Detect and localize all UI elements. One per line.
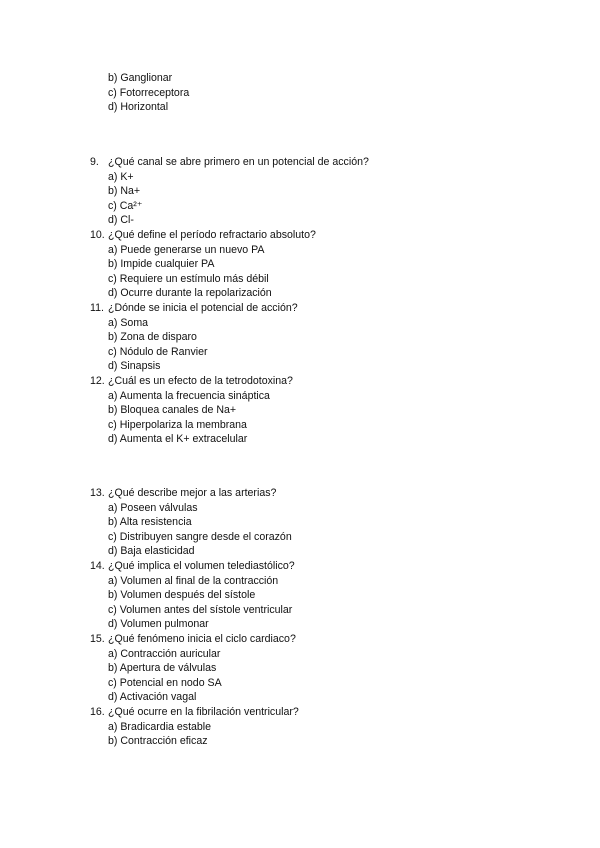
answer-option: b) Bloquea canales de Na+ <box>108 404 237 417</box>
answer-option: d) Cl- <box>108 214 134 227</box>
question-text: ¿Qué describe mejor a las arterias? <box>108 487 277 499</box>
answer-option: a) Bradicardia estable <box>108 720 212 733</box>
answer-option: d) Aumenta el K+ extracelular <box>108 433 248 446</box>
question-text: ¿Qué canal se abre primero en un potencial de acción? <box>108 156 369 168</box>
question-number: 15. <box>90 633 105 645</box>
answer-option: b) Apertura de válvulas <box>108 662 217 675</box>
answer-option: c) Fotorreceptora <box>108 86 190 99</box>
answer-option: d) Ocurre durante la repolarización <box>108 287 272 300</box>
question-text: ¿Qué define el período refractario absoluto? <box>108 229 316 241</box>
answer-option: d) Horizontal <box>108 101 169 114</box>
answer-option: b) Ganglionar <box>108 72 173 84</box>
question-text: ¿Qué implica el volumen telediastólico? <box>108 560 295 572</box>
question-number: 16. <box>90 706 105 718</box>
answer-option: d) Sinapsis <box>108 360 161 373</box>
question-text: ¿Cuál es un efecto de la tetrodotoxina? <box>108 375 293 387</box>
question-text: ¿Dónde se inicia el potencial de acción? <box>108 302 298 314</box>
answer-option: d) Baja elasticidad <box>108 545 195 558</box>
question-text: ¿Qué ocurre en la fibrilación ventricular? <box>108 706 299 718</box>
answer-option: c) Potencial en nodo SA <box>108 676 222 689</box>
answer-option: a) Soma <box>108 316 149 329</box>
question-number: 10. <box>90 229 105 241</box>
answer-option: c) Volumen antes del sístole ventricular <box>108 603 293 616</box>
answer-option: d) Activación vagal <box>108 691 197 704</box>
answer-option: c) Hiperpolariza la membrana <box>108 418 247 431</box>
answer-option: b) Zona de disparo <box>108 331 197 344</box>
answer-option: a) Aumenta la frecuencia sináptica <box>108 389 270 402</box>
answer-option: b) Alta resistencia <box>108 516 192 529</box>
answer-option: c) Distribuyen sangre desde el corazón <box>108 530 292 543</box>
question-number: 12. <box>90 375 105 387</box>
question-number: 13. <box>90 487 105 499</box>
question-number: 11. <box>90 302 104 314</box>
answer-option: b) Volumen después del sístole <box>108 589 256 602</box>
question-number: 9. <box>90 156 99 168</box>
question-text: ¿Qué fenómeno inicia el ciclo cardiaco? <box>108 633 296 645</box>
answer-option: a) Poseen válvulas <box>108 501 198 514</box>
answer-option: c) Nódulo de Ranvier <box>108 345 208 358</box>
answer-option: c) Requiere un estímulo más débil <box>108 272 269 285</box>
answer-option: b) Na+ <box>108 185 141 198</box>
answer-option: b) Contracción eficaz <box>108 735 208 748</box>
question-number: 14. <box>90 560 105 572</box>
answer-option: a) K+ <box>108 170 134 183</box>
answer-option: a) Contracción auricular <box>108 647 221 660</box>
answer-option: a) Puede generarse un nuevo PA <box>108 243 265 256</box>
answer-option: d) Volumen pulmonar <box>108 618 209 631</box>
answer-option: b) Impide cualquier PA <box>108 258 215 271</box>
answer-option: c) Ca²⁺ <box>108 199 143 212</box>
answer-option: a) Volumen al final de la contracción <box>108 574 279 587</box>
